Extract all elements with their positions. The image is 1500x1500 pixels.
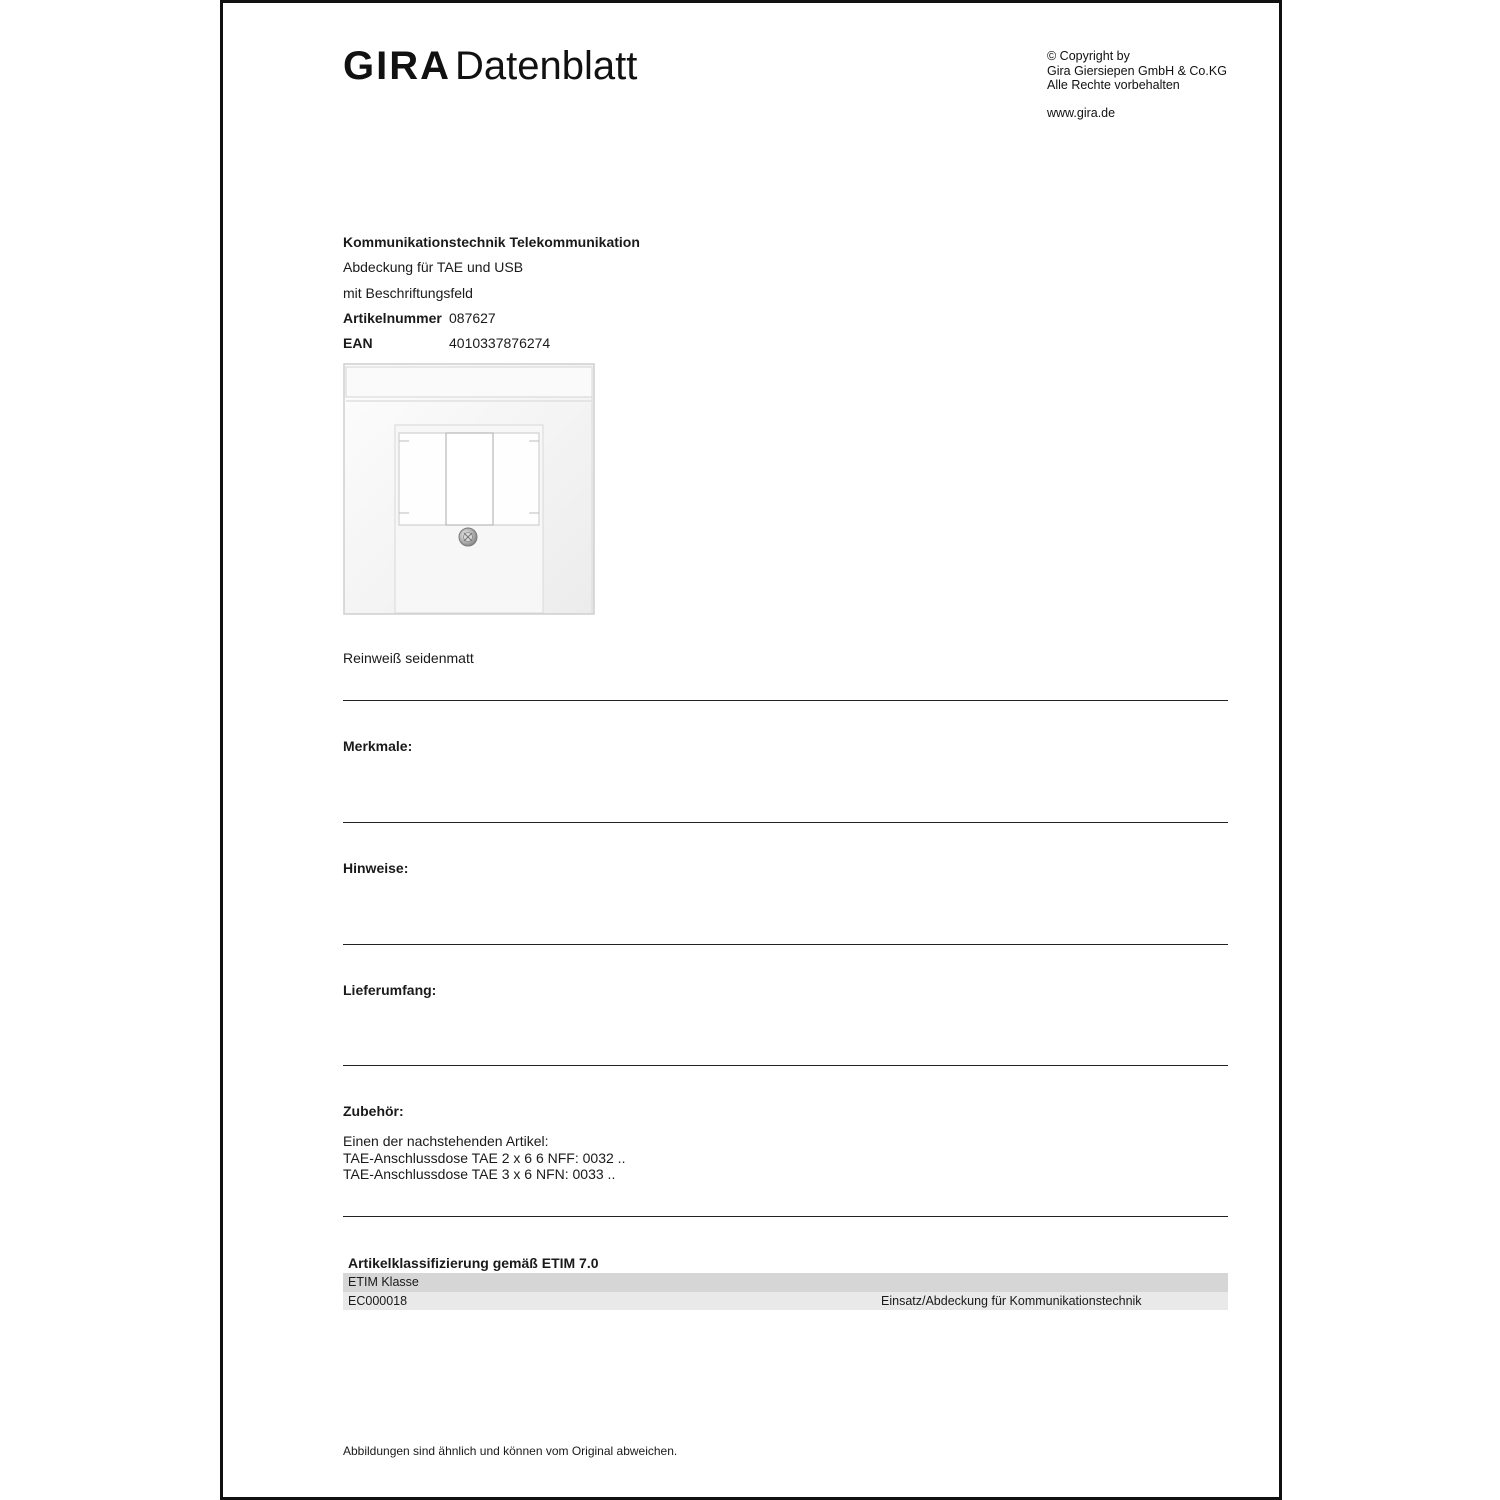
table-row <box>343 1292 1228 1311</box>
website-link[interactable]: www.gira.de <box>1047 106 1116 120</box>
accessories-title: Zubehör: <box>343 1103 404 1119</box>
document-type: Datenblatt <box>455 44 638 88</box>
ean-value: 4010337876274 <box>449 335 551 352</box>
brand-name: GIRA <box>343 44 451 88</box>
accessory-item: TAE-Anschlussdose TAE 3 x 6 NFN: 0033 .. <box>343 1166 616 1182</box>
product-info <box>343 234 640 360</box>
notes-title: Hinweise: <box>343 860 409 876</box>
article-number-row <box>343 310 640 335</box>
section-divider <box>343 700 1228 701</box>
product-image <box>343 363 595 615</box>
etim-class-name: Einsatz/Abdeckung für Kommunikationstechnik <box>881 1293 1142 1308</box>
brand-logo <box>343 44 637 88</box>
etim-class-code: EC000018 <box>348 1293 408 1308</box>
product-category: Kommunikationstechnik Telekommunikation <box>343 234 640 250</box>
article-number-label: Artikelnummer <box>343 309 442 326</box>
accessories-list <box>343 1133 625 1183</box>
etim-title: Artikelklassifizierung gemäß ETIM 7.0 <box>348 1255 599 1271</box>
etim-table <box>343 1273 1228 1310</box>
accessories-intro: Einen der nachstehenden Artikel: <box>343 1133 549 1149</box>
cover-plate-illustration <box>343 363 595 615</box>
accessory-item: TAE-Anschlussdose TAE 2 x 6 6 NFF: 0032 .. <box>343 1149 626 1166</box>
copyright-notice <box>1047 49 1227 93</box>
section-divider <box>343 822 1228 823</box>
section-divider <box>343 944 1228 945</box>
copyright-line: © Copyright by <box>1047 49 1130 63</box>
table-header-row <box>343 1273 1228 1292</box>
footer-disclaimer: Abbildungen sind ähnlich und können vom Original abweichen. <box>343 1444 678 1458</box>
ean-row <box>343 335 640 360</box>
scope-of-delivery-title: Lieferumfang: <box>343 982 437 998</box>
section-divider <box>343 1065 1228 1066</box>
product-finish: Reinweiß seidenmatt <box>343 650 474 666</box>
copyright-line: Gira Giersiepen GmbH & Co.KG <box>1047 63 1227 78</box>
product-name-line1: Abdeckung für TAE und USB <box>343 259 524 276</box>
features-title: Merkmale: <box>343 738 413 754</box>
ean-label: EAN <box>343 335 373 352</box>
article-number-value: 087627 <box>449 309 496 326</box>
etim-header-label: ETIM Klasse <box>348 1275 419 1289</box>
copyright-line: Alle Rechte vorbehalten <box>1047 78 1180 92</box>
product-name-line2: mit Beschriftungsfeld <box>343 284 473 301</box>
section-divider <box>343 1216 1228 1217</box>
